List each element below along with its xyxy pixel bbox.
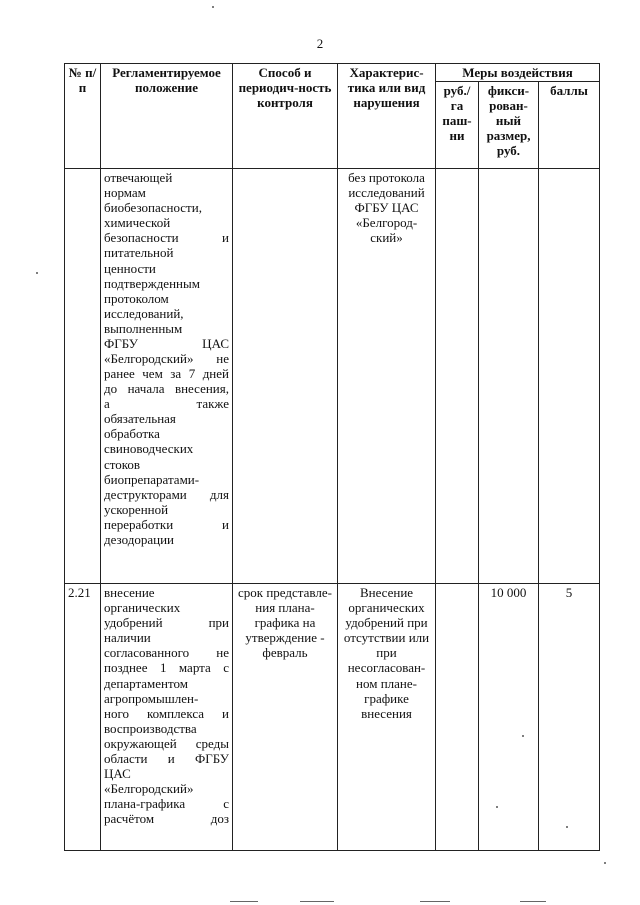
- scan-speck: [522, 735, 524, 737]
- text-line: согласованного не: [104, 645, 229, 661]
- page-number: 2: [316, 36, 324, 51]
- scan-speck: [212, 6, 214, 8]
- cell-points: 5: [539, 584, 600, 851]
- text-line: подтвержденным: [104, 275, 200, 291]
- text-line: исследований,: [104, 305, 184, 321]
- cell-fixed-amount: [479, 169, 539, 584]
- text-line: ускоренной: [104, 501, 169, 517]
- text-line: ценности: [104, 260, 156, 276]
- header-points: баллы: [539, 82, 600, 169]
- text-line: до начала внесения,: [104, 381, 229, 397]
- text-line: ранее чем за 7 дней: [104, 366, 229, 382]
- text-line: органических: [104, 600, 181, 616]
- text-line: обязательная: [104, 411, 176, 427]
- cell-number: [65, 169, 101, 584]
- text-line: деструкторами для: [104, 486, 229, 502]
- text-line: ного комплекса и: [104, 705, 229, 721]
- text-line: «Белгородский» не: [104, 351, 229, 367]
- text-line: протоколом: [104, 290, 169, 306]
- text-line: удобрений при: [104, 615, 229, 631]
- text-line: свиноводческих: [104, 441, 194, 457]
- text-line: отвечающей: [104, 170, 173, 186]
- table-row: [65, 169, 600, 584]
- text-line: агропромышлен-: [104, 690, 199, 706]
- header-control-method: Способ и периодич-ность контроля: [233, 64, 338, 169]
- scan-speck: [604, 862, 606, 864]
- text-line: области и ФГБУ: [104, 750, 229, 766]
- text-line: воспроизводства: [104, 720, 197, 736]
- header-violation-characteristic: Характерис-тика или вид нарушения: [338, 64, 436, 169]
- text-line: ЦАС: [104, 766, 131, 782]
- text-line: биопрепаратами-: [104, 471, 200, 487]
- cell-regulated-provision: [101, 584, 233, 851]
- header-regulated-provision: Регламентируемое положение: [101, 64, 233, 169]
- cell-control-method: [233, 169, 338, 584]
- text-line: позднее 1 марта с: [104, 660, 229, 676]
- scan-speck: [496, 806, 498, 808]
- cell-rub-per-ha: [436, 169, 479, 584]
- cell-violation-characteristic: без протокола исследований ФГБУ ЦАС «Белгород-ский»: [338, 169, 436, 584]
- text-line: окружающей среды: [104, 735, 229, 751]
- text-line: биобезопасности,: [104, 200, 202, 216]
- header-rub-per-ha: руб./ га паш-ни: [436, 82, 479, 169]
- text-line: химической: [104, 215, 171, 231]
- text-line: дезодорации: [104, 531, 174, 547]
- cell-rub-per-ha: [436, 584, 479, 851]
- scan-bleed-through: [300, 901, 334, 902]
- scan-bleed-through: [420, 901, 450, 902]
- regulations-table-wrapper: [64, 63, 599, 851]
- text-line: внесение: [104, 585, 155, 601]
- text-line: обработка: [104, 426, 160, 442]
- text-line: переработки и: [104, 516, 229, 532]
- text-line: питательной: [104, 245, 174, 261]
- cell-fixed-amount: 10 000: [479, 584, 539, 851]
- text-line: плана-графика с: [104, 796, 229, 812]
- scan-bleed-through: [230, 901, 258, 902]
- text-line: выполненным: [104, 320, 183, 336]
- cell-violation-characteristic: Внесение органических удобрений при отсутствии или при несогласован-ном плане-графике внесения: [338, 584, 436, 851]
- scan-speck: [566, 826, 568, 828]
- regulations-table: [64, 63, 600, 851]
- header-measures: Меры воздействия: [436, 64, 600, 82]
- text-line: а также: [104, 396, 229, 412]
- text-line: расчётом доз: [104, 811, 229, 827]
- cell-control-method: срок представле-ния плана-графика на утверждение - февраль: [233, 584, 338, 851]
- text-line: департаментом: [104, 675, 188, 691]
- text-line: безопасности и: [104, 230, 229, 246]
- cell-points: [539, 169, 600, 584]
- scan-bleed-through: [520, 901, 546, 902]
- cell-number: 2.21: [65, 584, 101, 851]
- table-row: [65, 584, 600, 851]
- text-line: наличии: [104, 630, 151, 646]
- text-line: «Белгородский»: [104, 781, 194, 797]
- text-line: нормам: [104, 185, 146, 201]
- header-number: № п/п: [65, 64, 101, 169]
- header-fixed-amount: фикси-рован-ный размер, руб.: [479, 82, 539, 169]
- cell-regulated-provision: [101, 169, 233, 584]
- text-line: стоков: [104, 456, 141, 472]
- text-line: ФГБУ ЦАС: [104, 335, 229, 351]
- scan-speck: [36, 272, 38, 274]
